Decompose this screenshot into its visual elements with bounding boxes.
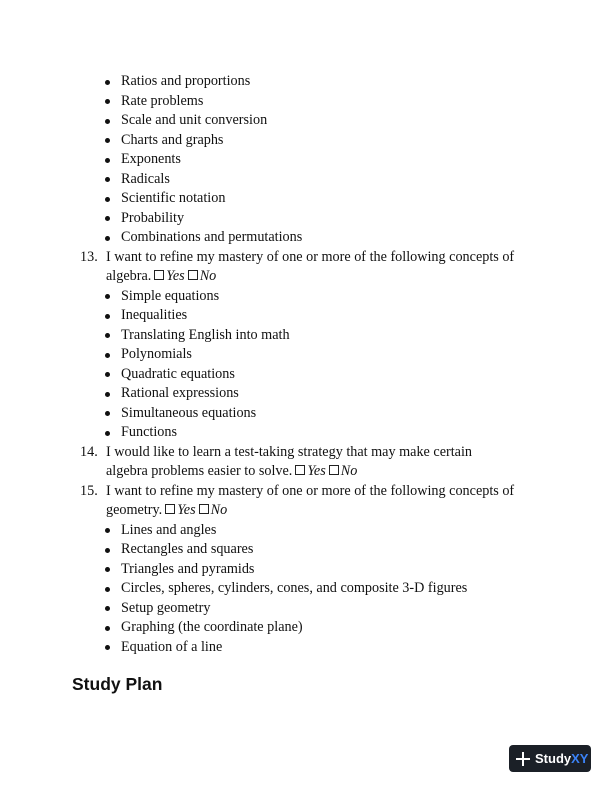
question-text-line-2 <box>106 501 546 521</box>
list-item <box>0 365 612 385</box>
list-item-text: Probability <box>121 209 185 226</box>
bullet-icon <box>105 626 110 631</box>
list-item-text: Polynomials <box>121 346 192 362</box>
yes-label: Yes <box>166 268 185 284</box>
list-item <box>0 384 612 404</box>
no-label: No <box>210 502 228 518</box>
list-item-text: Simultaneous equations <box>121 404 257 421</box>
list-item-text: Triangles and pyramids <box>121 560 255 577</box>
list-item-text: Inequalities <box>121 307 188 323</box>
list-item-text: Quadratic equations <box>121 365 235 382</box>
list-geometry <box>0 521 612 658</box>
list-item-text: Graphing (the coordinate plane) <box>121 619 303 635</box>
list-item <box>0 150 612 170</box>
no-checkbox[interactable] <box>199 504 209 514</box>
yes-checkbox[interactable] <box>295 465 305 475</box>
list-item-text: Radicals <box>121 170 170 187</box>
bullet-icon <box>105 177 110 182</box>
question-text-line-1: I want to refine my mastery of one or more of the following concepts of <box>106 482 515 499</box>
bullet-icon <box>105 411 110 416</box>
bullet-icon <box>105 372 110 377</box>
list-item <box>0 345 612 365</box>
list-item <box>0 326 612 346</box>
document-body <box>0 72 612 657</box>
list-algebra <box>0 287 612 443</box>
list-item <box>0 618 612 638</box>
question-text-line-2 <box>106 462 546 482</box>
bullet-icon <box>105 606 110 611</box>
bullet-icon <box>105 333 110 338</box>
bullet-icon <box>105 353 110 358</box>
list-item <box>0 404 612 424</box>
list-item-text: Setup geometry <box>121 599 211 616</box>
bullet-icon <box>105 119 110 124</box>
question-text-line-2 <box>106 267 546 287</box>
bullet-icon <box>105 236 110 241</box>
plus-icon <box>516 752 530 766</box>
list-item <box>0 228 612 248</box>
yes-checkbox[interactable] <box>165 504 175 514</box>
question-13 <box>0 248 546 287</box>
bullet-icon <box>105 587 110 592</box>
question-number: 14. <box>80 443 98 460</box>
question-text-line-1: I want to refine my mastery of one or more of the following concepts of <box>106 248 515 265</box>
list-item <box>0 540 612 560</box>
badge-brand-xy: XY <box>571 751 589 766</box>
list-item <box>0 111 612 131</box>
bullet-icon <box>105 645 110 650</box>
list-item-text: Simple equations <box>121 287 220 304</box>
bullet-icon <box>105 197 110 202</box>
list-item <box>0 72 612 92</box>
yes-checkbox[interactable] <box>154 270 164 280</box>
no-label: No <box>199 268 217 284</box>
list-item <box>0 579 612 599</box>
bullet-icon <box>105 528 110 533</box>
list-item <box>0 189 612 209</box>
question-text-line-2-text: geometry. <box>106 502 163 518</box>
list-item <box>0 92 612 112</box>
bullet-icon <box>105 158 110 163</box>
list-item-text: Charts and graphs <box>121 131 224 148</box>
bullet-icon <box>105 138 110 143</box>
bullet-icon <box>105 99 110 104</box>
list-item-text: Circles, spheres, cylinders, cones, and composite 3-D figures <box>121 580 468 596</box>
no-checkbox[interactable] <box>329 465 339 475</box>
studyxy-badge[interactable] <box>509 745 591 772</box>
list-item <box>0 287 612 307</box>
list-item <box>0 638 612 658</box>
question-14 <box>0 443 546 482</box>
list-item-text: Rate problems <box>121 92 204 109</box>
list-item-text: Scientific notation <box>121 190 226 206</box>
bullet-icon <box>105 548 110 553</box>
list-item <box>0 306 612 326</box>
list-item-text: Scale and unit conversion <box>121 112 268 128</box>
list-item-text: Equation of a line <box>121 638 223 655</box>
no-label: No <box>340 463 358 479</box>
bullet-icon <box>105 216 110 221</box>
bullet-icon <box>105 392 110 397</box>
no-checkbox[interactable] <box>188 270 198 280</box>
question-15 <box>0 482 546 521</box>
list-item <box>0 560 612 580</box>
question-number: 13. <box>80 248 98 265</box>
yes-label: Yes <box>177 502 196 518</box>
list-item <box>0 599 612 619</box>
list-item <box>0 131 612 151</box>
list-item <box>0 423 612 443</box>
section-heading: Study Plan <box>72 674 163 694</box>
list-item-text: Ratios and proportions <box>121 73 251 89</box>
list-item-text: Combinations and permutations <box>121 229 303 245</box>
question-text-line-1: I would like to learn a test-taking strategy that may make certain <box>106 443 472 460</box>
list-item-text: Functions <box>121 424 177 440</box>
question-text-line-2-text: algebra. <box>106 268 152 284</box>
list-item-text: Exponents <box>121 151 181 167</box>
list-item-text: Rectangles and squares <box>121 541 254 557</box>
list-item-text: Rational expressions <box>121 385 239 401</box>
list-item-text: Lines and angles <box>121 521 217 538</box>
list-arithmetic <box>0 72 612 248</box>
badge-brand-study: Study <box>535 751 572 766</box>
question-number: 15. <box>80 482 98 499</box>
list-item <box>0 521 612 541</box>
bullet-icon <box>105 294 110 299</box>
bullet-icon <box>105 431 110 436</box>
list-item-text: Translating English into math <box>121 326 290 343</box>
bullet-icon <box>105 567 110 572</box>
bullet-icon <box>105 80 110 85</box>
list-item <box>0 170 612 190</box>
bullet-icon <box>105 314 110 319</box>
list-item <box>0 209 612 229</box>
yes-label: Yes <box>307 463 326 479</box>
question-text-line-2-text: algebra problems easier to solve. <box>106 463 293 479</box>
